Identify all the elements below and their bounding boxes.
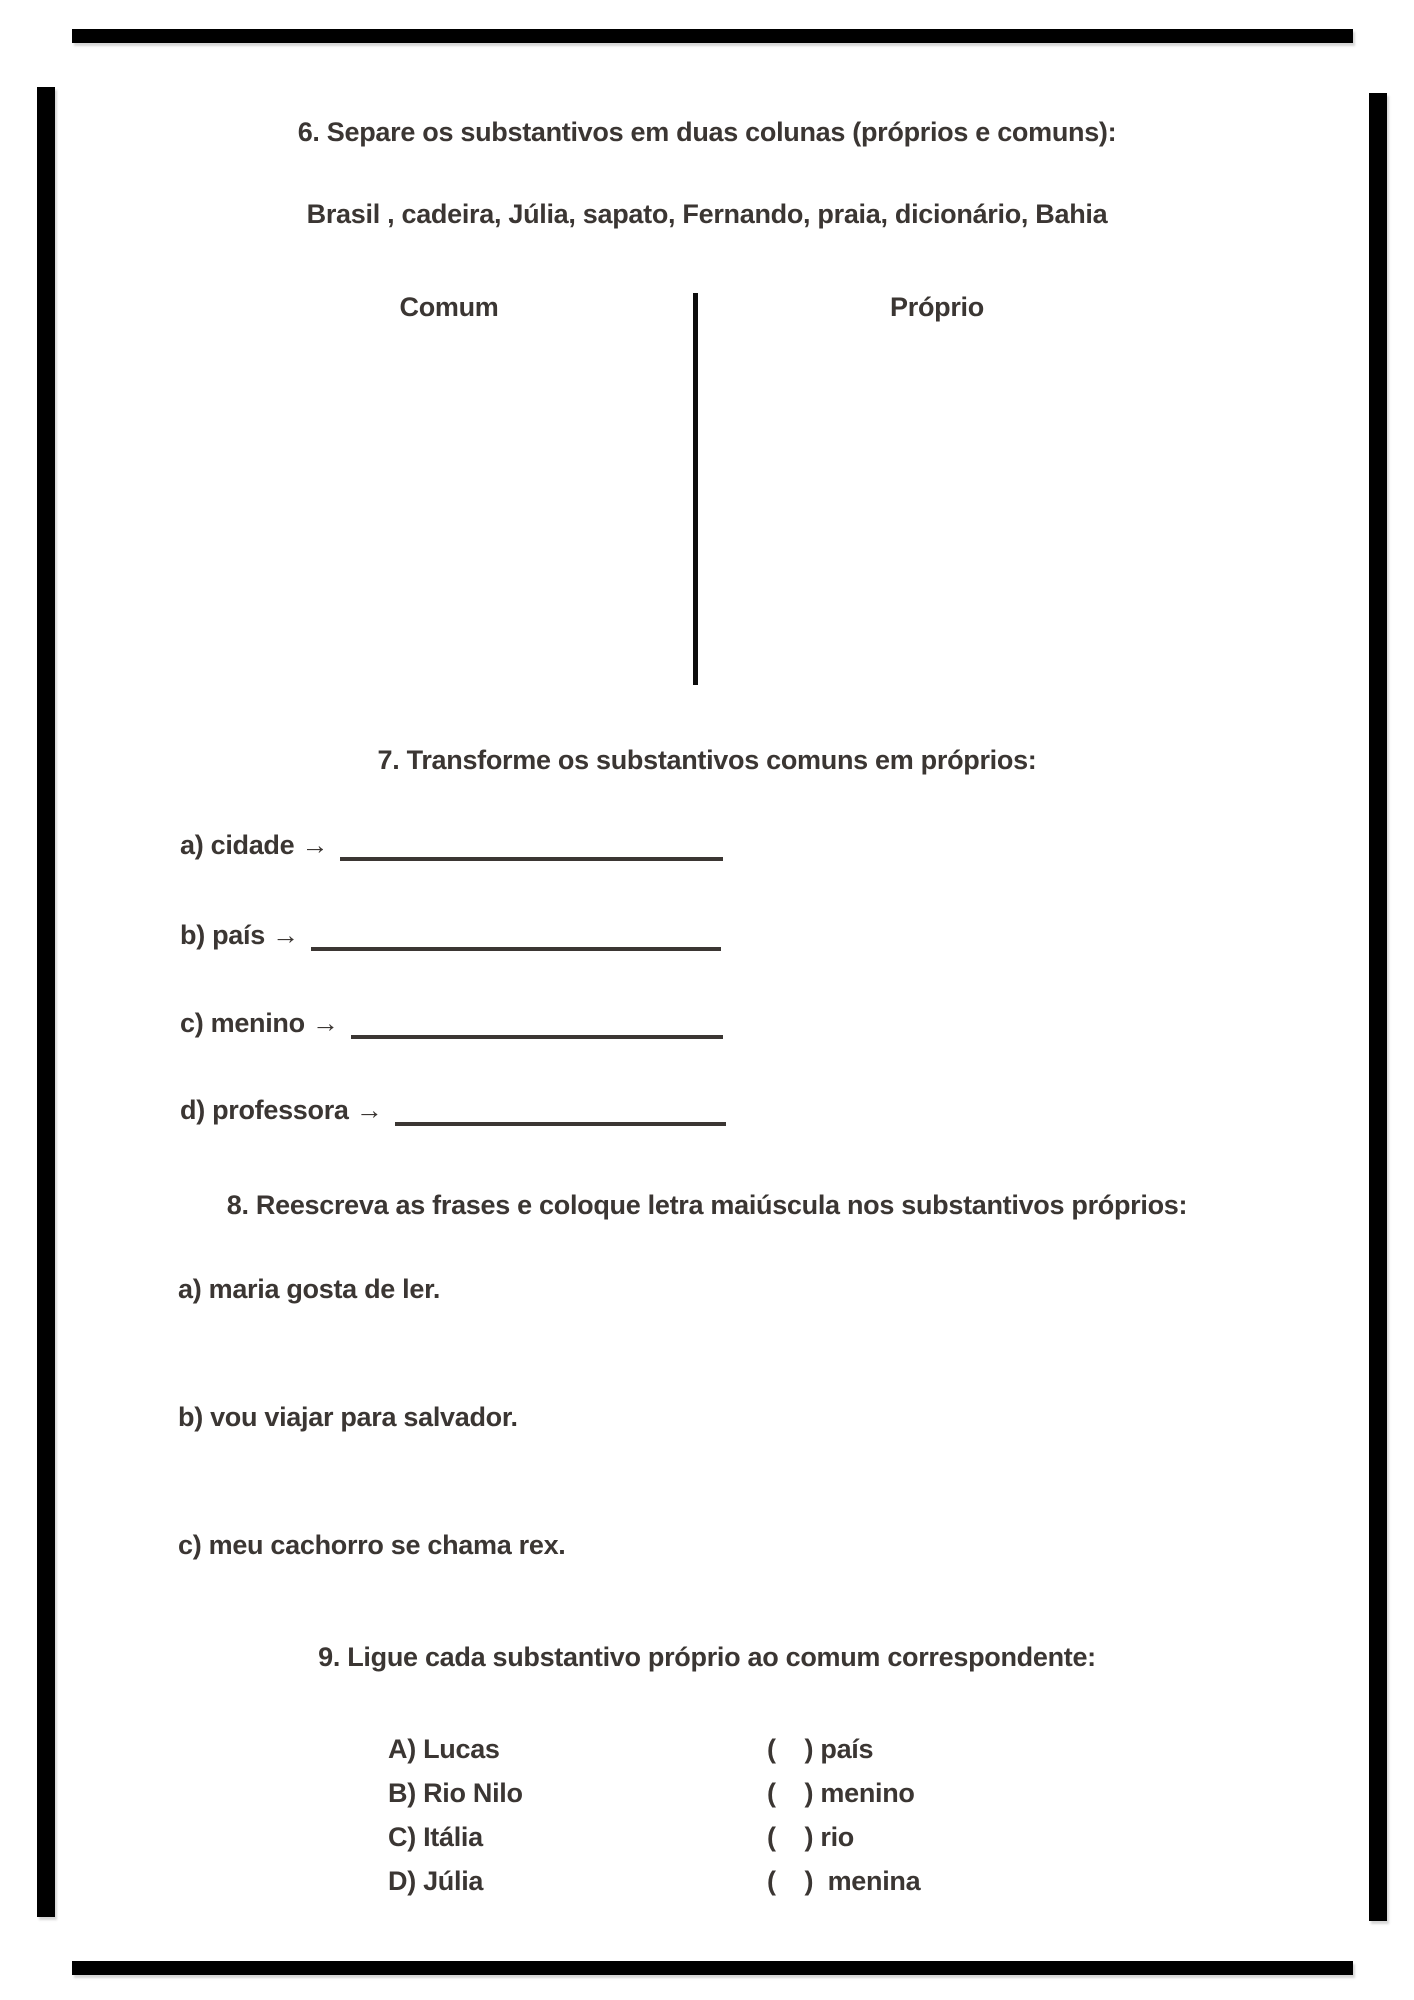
column-divider-line — [693, 293, 698, 685]
exercise9-right-label: ( ) país — [767, 1734, 874, 1764]
exercise7-item — [180, 920, 721, 951]
exercise9-left-label: B) Rio Nilo — [388, 1778, 523, 1808]
answer-blank — [311, 927, 721, 951]
exercise7-title: 7. Transforme os substantivos comuns em próprios: — [377, 745, 1037, 775]
exercise8-title: 8. Reescreva as frases e coloque letra maiúscula nos substantivos próprios: — [226, 1190, 1188, 1220]
exercise9-title: 9. Ligue cada substantivo próprio ao comum correspondente: — [318, 1642, 1096, 1672]
exercise9-right-label: ( ) menino — [767, 1778, 915, 1808]
bottom-border-bar — [72, 1961, 1353, 1975]
exercise7-item-label: b) país → — [180, 920, 299, 950]
exercise9-right-label: ( ) menina — [767, 1866, 921, 1896]
exercise9-pair — [0, 1866, 1414, 1910]
top-border-bar — [72, 29, 1353, 43]
exercise9-pair — [0, 1734, 1414, 1778]
exercise9-left-label: D) Júlia — [388, 1866, 484, 1896]
answer-blank — [395, 1102, 726, 1126]
exercise7-item — [180, 1095, 726, 1126]
column-header-proprio: Próprio — [890, 292, 984, 322]
exercise8-sentence: c) meu cachorro se chama rex. — [178, 1530, 566, 1560]
exercise6-word-list: Brasil , cadeira, Júlia, sapato, Fernando, praia, dicionário, Bahia — [306, 199, 1108, 229]
answer-blank — [340, 837, 723, 861]
exercise7-item-label: c) menino → — [180, 1008, 339, 1038]
exercise6-title: 6. Separe os substantivos em duas colunas (próprios e comuns): — [297, 117, 1117, 147]
exercise7-item-label: d) professora → — [180, 1095, 383, 1125]
answer-blank — [351, 1015, 723, 1039]
exercise9-pair — [0, 1778, 1414, 1822]
exercise9-pair — [0, 1822, 1414, 1866]
exercise9-right-label: ( ) rio — [767, 1822, 854, 1852]
column-header-comum: Comum — [399, 292, 499, 322]
exercise8-sentence: b) vou viajar para salvador. — [178, 1402, 518, 1432]
exercise9-left-label: A) Lucas — [388, 1734, 500, 1764]
exercise8-sentence: a) maria gosta de ler. — [178, 1274, 441, 1304]
exercise7-item — [180, 1008, 723, 1039]
exercise9-left-label: C) Itália — [388, 1822, 483, 1852]
exercise7-item — [180, 830, 723, 861]
exercise7-item-label: a) cidade → — [180, 830, 329, 860]
